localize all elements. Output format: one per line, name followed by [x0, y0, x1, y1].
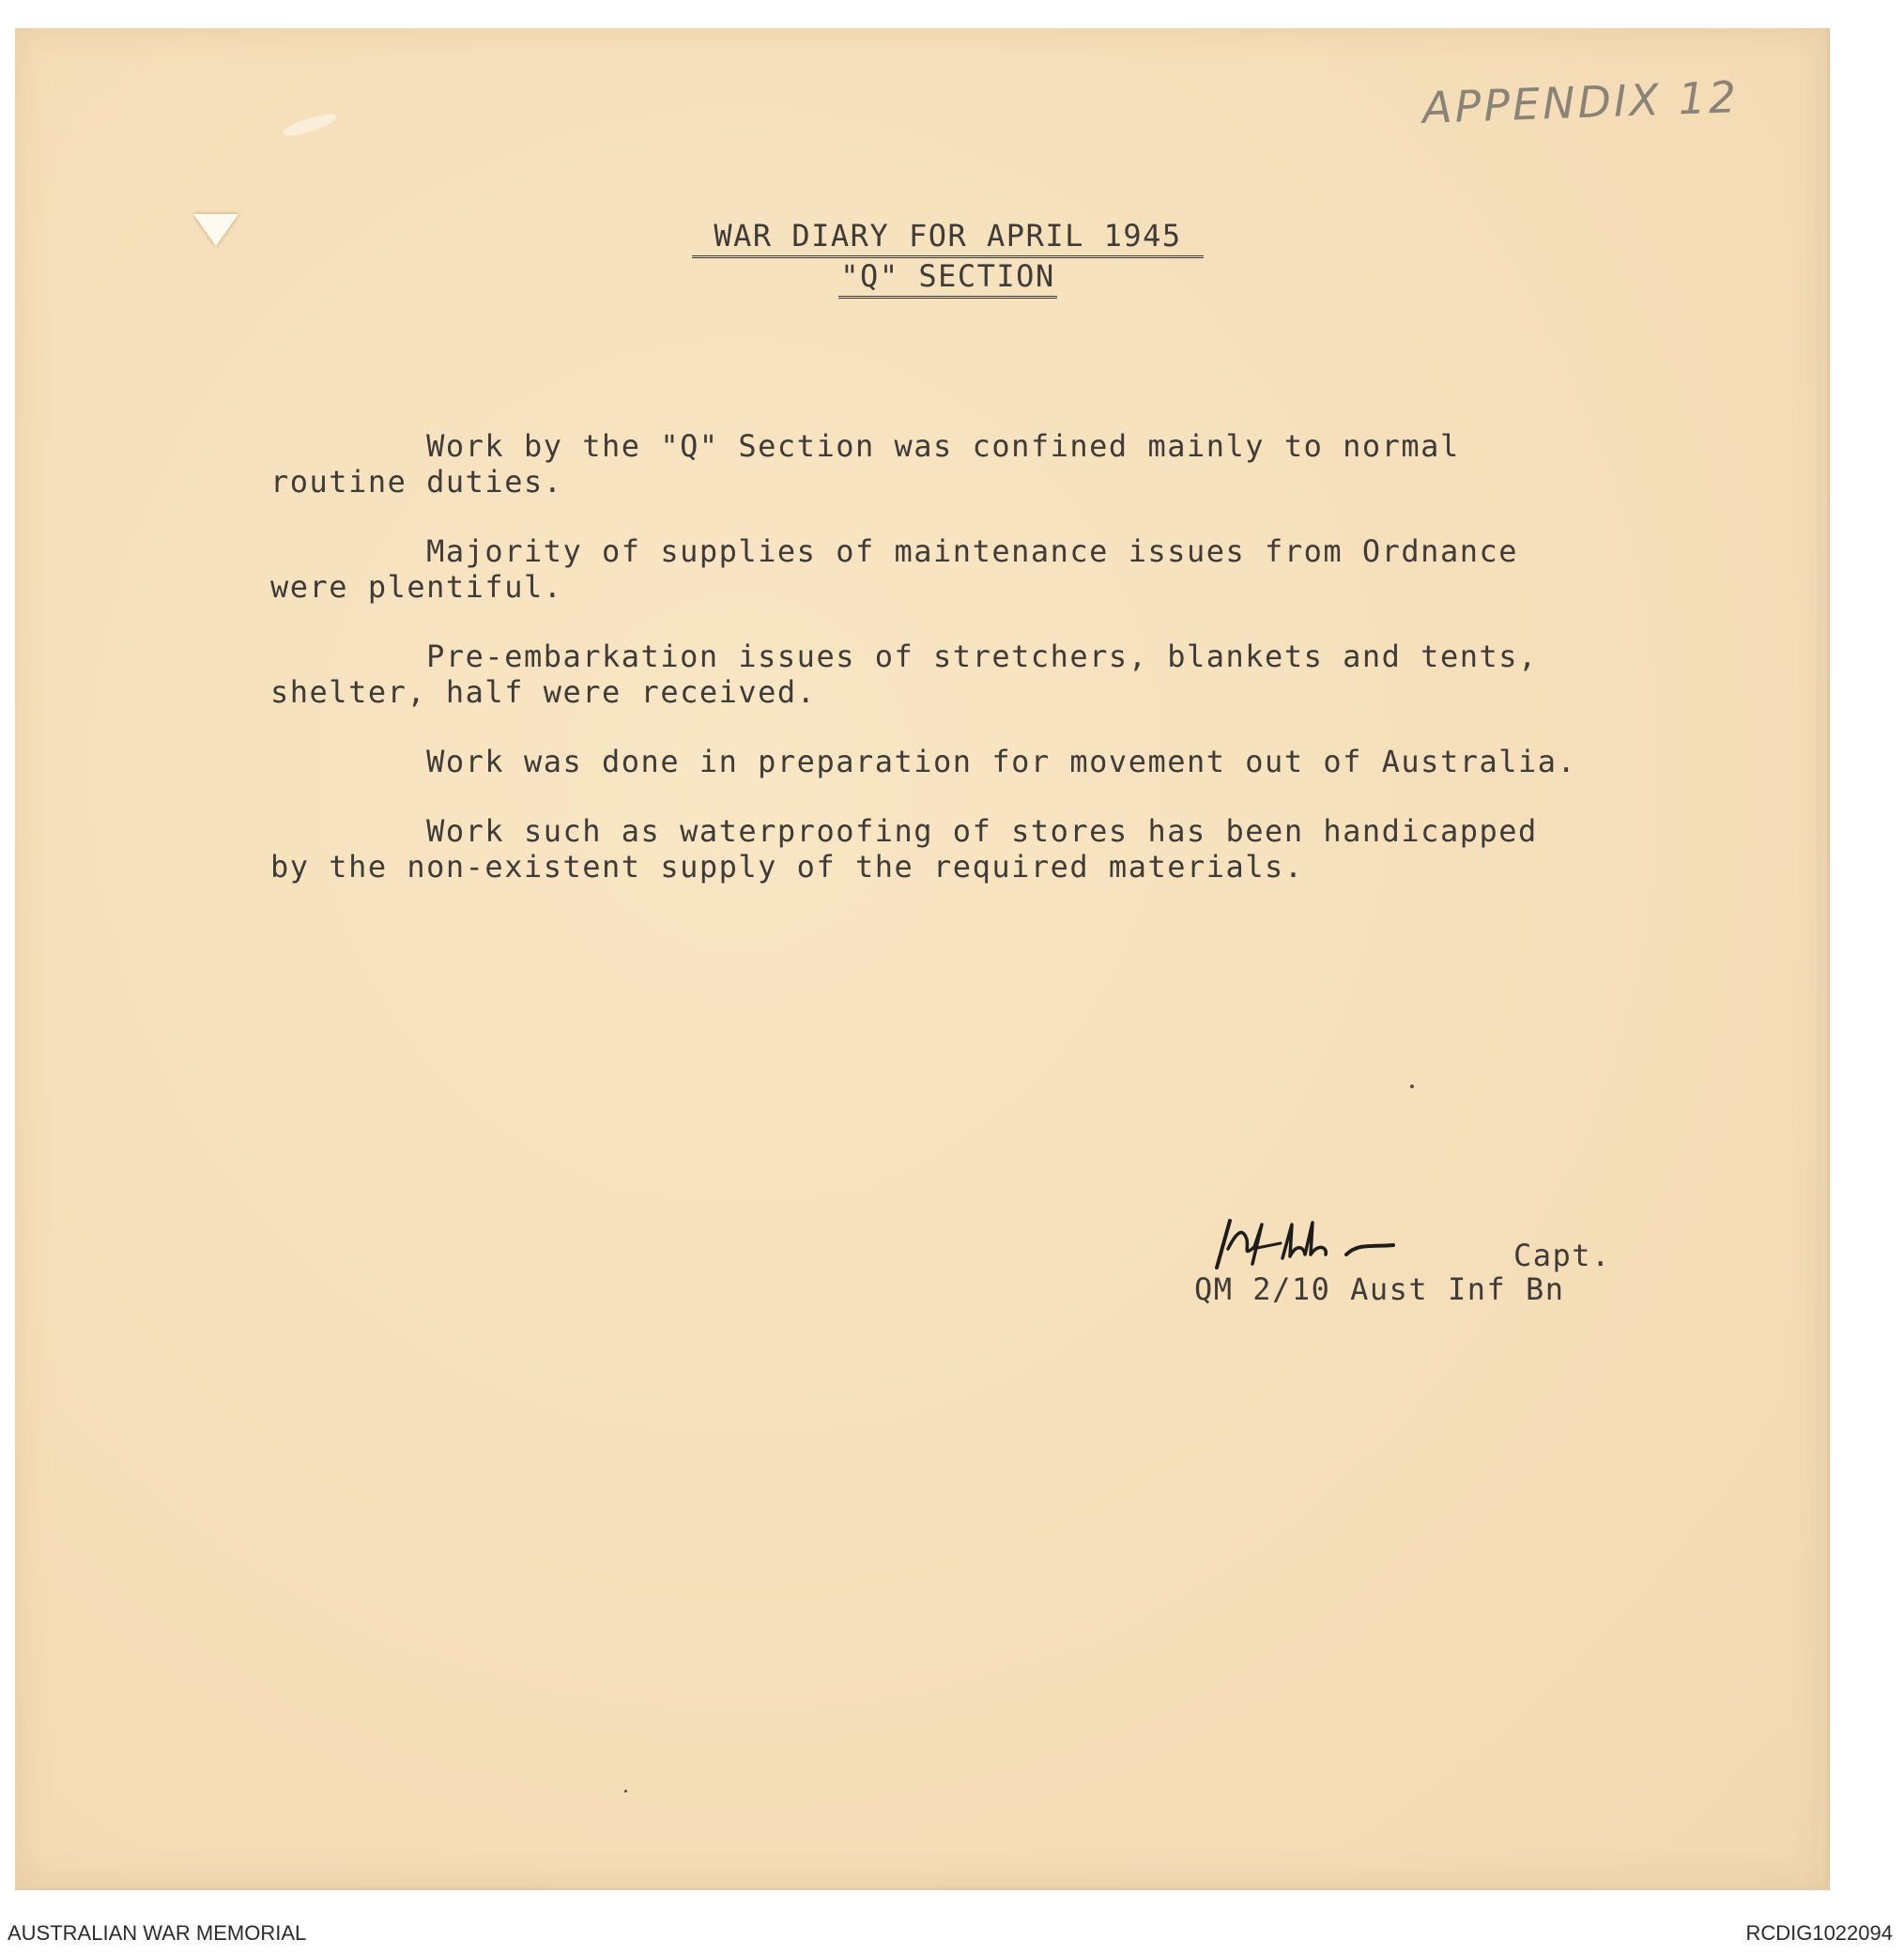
ink-speck: [1410, 1085, 1414, 1088]
signature-unit: QM 2/10 Aust Inf Bn: [1194, 1271, 1565, 1307]
ink-speck: [624, 1790, 627, 1793]
document-page: [15, 28, 1830, 1890]
paragraph-supplies: Majority of supplies of maintenance issues from Ordnance were plentiful.: [270, 533, 1518, 605]
handwritten-signature: [1205, 1211, 1431, 1277]
paragraph-routine-duties: Work by the "Q" Section was confined mainly to normal routine duties.: [270, 428, 1460, 500]
signature-rank: Capt.: [1513, 1238, 1611, 1273]
paragraph-movement: Work was done in preparation for movement out of Australia.: [270, 744, 1577, 779]
paragraph-waterproofing: Work such as waterproofing of stores has been handicapped by the non-existent supply of the required materials.: [270, 813, 1538, 885]
footer-institution: AUSTRALIAN WAR MEMORIAL: [8, 1921, 307, 1945]
paragraph-pre-embarkation: Pre-embarkation issues of stretchers, blankets and tents, shelter, half were received.: [270, 639, 1538, 710]
document-title: [692, 218, 1204, 299]
punch-hole: [193, 214, 238, 246]
page-edge: [1817, 39, 1822, 1880]
footer-record-id: RCDIG1022094: [1745, 1921, 1893, 1945]
title-line-1: WAR DIARY FOR APRIL 1945: [692, 218, 1204, 258]
appendix-note: APPENDIX 12: [1421, 71, 1740, 133]
title-line-2: "Q" SECTION: [838, 258, 1056, 299]
